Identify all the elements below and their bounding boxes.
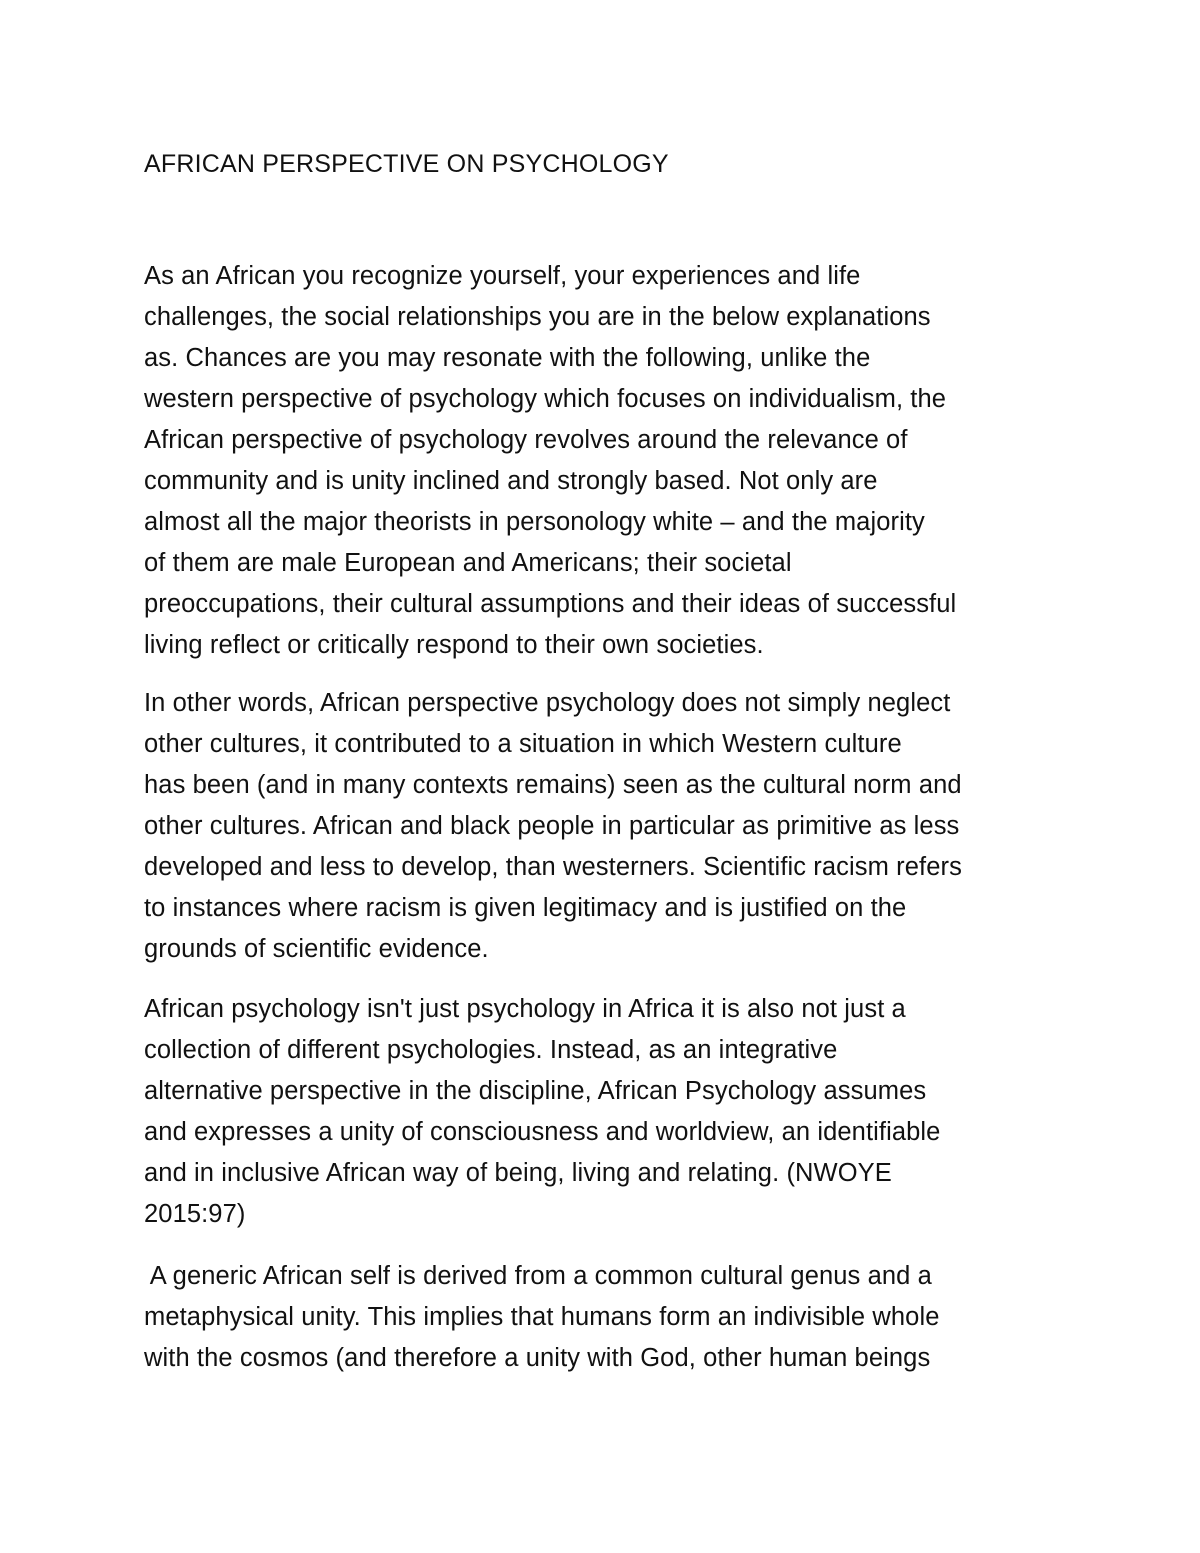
paragraph-4-line-1: A generic African self is derived from a common cultural genus and a (144, 1262, 932, 1290)
paragraph-1-line-8: of them are male European and Americans; their societal (144, 549, 792, 577)
paragraph-1-line-9: preoccupations, their cultural assumptions and their ideas of successful (144, 590, 957, 618)
paragraph-3-line-6: 2015:97) (144, 1200, 246, 1228)
document-title: AFRICAN PERSPECTIVE ON PSYCHOLOGY (144, 150, 669, 178)
paragraph-3-line-2: collection of different psychologies. Instead, as an integrative (144, 1036, 838, 1064)
paragraph-2-line-3: has been (and in many contexts remains) seen as the cultural norm and (144, 771, 962, 799)
paragraph-1-line-6: community and is unity inclined and strongly based. Not only are (144, 467, 878, 495)
paragraph-2-line-7: grounds of scientific evidence. (144, 935, 489, 963)
paragraph-1-line-2: challenges, the social relationships you are in the below explanations (144, 303, 931, 331)
paragraph-3-line-5: and in inclusive African way of being, living and relating. (NWOYE (144, 1159, 892, 1187)
paragraph-3-line-4: and expresses a unity of consciousness and worldview, an identifiable (144, 1118, 941, 1146)
paragraph-2-line-4: other cultures. African and black people in particular as primitive as less (144, 812, 960, 840)
paragraph-1-line-4: western perspective of psychology which focuses on individualism, the (144, 385, 947, 413)
paragraph-1-line-5: African perspective of psychology revolves around the relevance of (144, 426, 908, 454)
paragraph-1-line-7: almost all the major theorists in personology white – and the majority (144, 508, 925, 536)
paragraph-2-line-2: other cultures, it contributed to a situation in which Western culture (144, 730, 902, 758)
paragraph-2-line-6: to instances where racism is given legitimacy and is justified on the (144, 894, 907, 922)
paragraph-1-line-1: As an African you recognize yourself, your experiences and life (144, 262, 861, 290)
paragraph-2-line-5: developed and less to develop, than westerners. Scientific racism refers (144, 853, 962, 881)
paragraph-3-line-1: African psychology isn't just psychology in Africa it is also not just a (144, 995, 906, 1023)
paragraph-3-line-3: alternative perspective in the discipline, African Psychology assumes (144, 1077, 927, 1105)
paragraph-4-line-3: with the cosmos (and therefore a unity with God, other human beings (144, 1344, 931, 1372)
paragraph-4-line-2: metaphysical unity. This implies that humans form an indivisible whole (144, 1303, 940, 1331)
paragraph-1-line-10: living reflect or critically respond to their own societies. (144, 631, 764, 659)
paragraph-1-line-3: as. Chances are you may resonate with the following, unlike the (144, 344, 871, 372)
paragraph-2-line-1: In other words, African perspective psychology does not simply neglect (144, 689, 951, 717)
